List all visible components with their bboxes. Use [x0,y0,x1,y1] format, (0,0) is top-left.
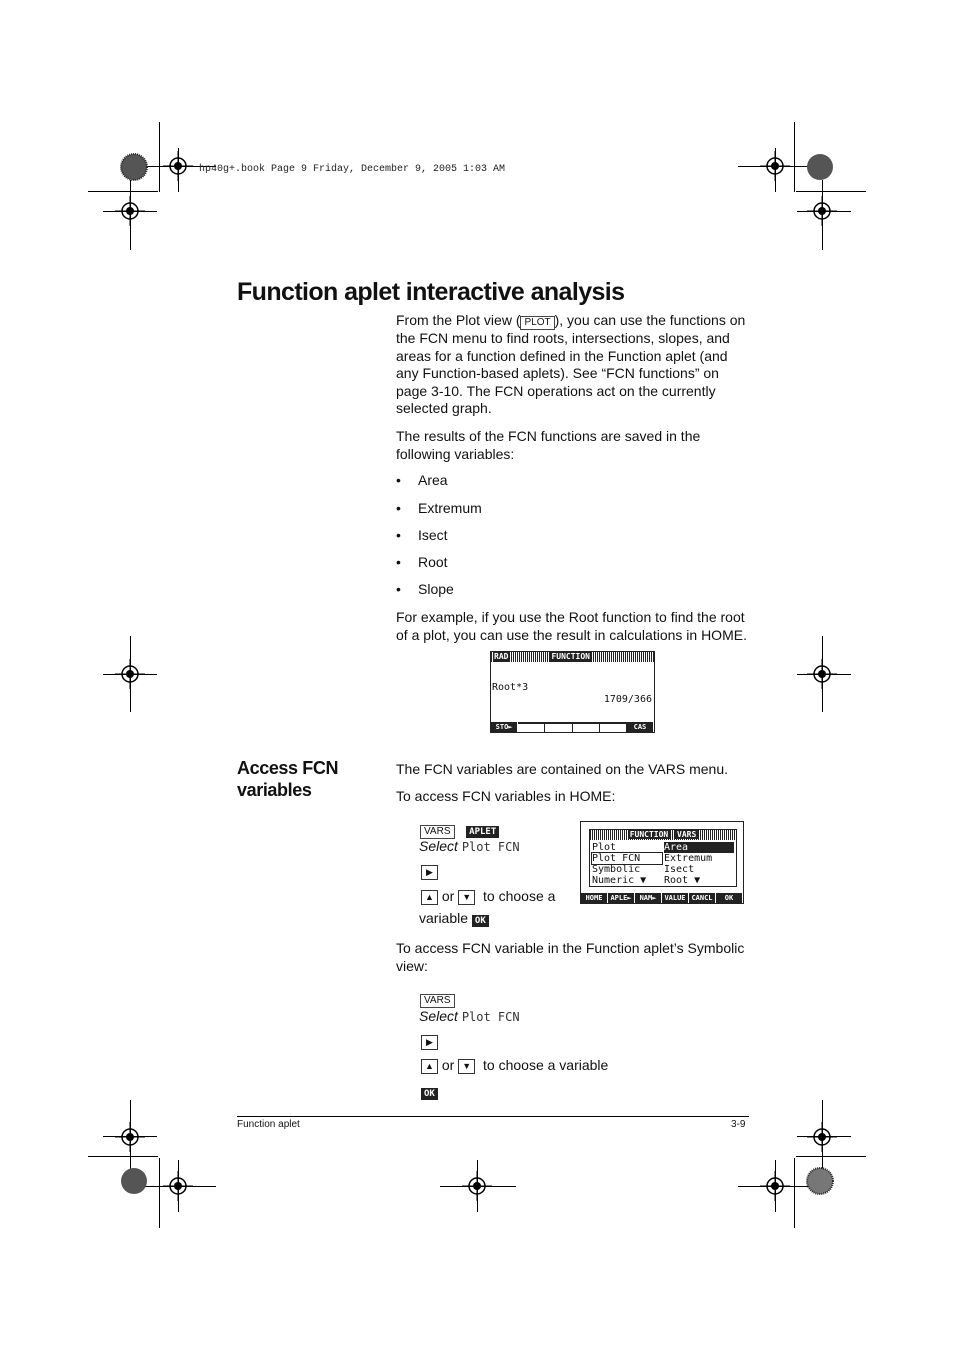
intro-text-part2: ), you can use the functions on the FCN menu to find roots, intersections, slopes, and areas for a function defined in the Function aplet (and any Function-based aplets). See “FCN functions” on page 3-10. The FCN operations act on the currently selected graph. [396,312,746,417]
down-arrow-key-icon: ▼ [458,1059,475,1074]
list-item: Isect [664,864,695,875]
menu-key-blank [573,722,600,732]
screen-line2: 1709/366 [603,694,652,705]
registration-target-icon [115,1122,145,1152]
vars-left-column [592,842,662,886]
right-arrow-key-icon: ▶ [421,1035,438,1050]
vars-right-column [664,842,734,886]
registration-target-icon [163,1171,193,1201]
step-right-arrow [421,864,438,882]
registration-target-icon [807,1122,837,1152]
registration-target-icon [807,196,837,226]
list-item: Numeric ▼ [592,875,647,886]
list-item: Extremum [664,853,713,864]
screen-line1: Root*3 [492,682,529,693]
example-paragraph: For example, if you use the Root function to find the root of a plot, you can use the result in calculations in HOME. [396,609,747,643]
section-paragraph-1: The FCN variables are contained on the VARS menu. [396,761,729,777]
screen-menu [491,722,654,732]
aplet-softkey: APLET [466,826,499,838]
menu-key-cas: CAS [627,722,654,732]
vars-title2: VARS [677,830,697,839]
step-choose: ▲ or ▼ to choose a [421,888,555,905]
screen-mode: RAD [494,652,509,661]
vars-key: VARS [420,825,455,839]
list-item: Area [664,842,734,853]
color-bar-starburst-icon [119,1166,149,1196]
intro-paragraph [396,312,748,418]
registration-target-icon [760,151,790,181]
vars-menu [581,893,743,903]
calculator-screen-vars [580,821,744,904]
vars-title: FUNCTION [629,830,669,839]
page-title: Function aplet interactive analysis [237,278,625,306]
calculator-screen-home [490,651,655,733]
menu-key-blank [545,722,572,732]
menu-key-cancel: CANCL [689,893,716,903]
intro-text-part1: From the Plot view ( [396,312,521,328]
registration-target-icon [462,1171,492,1201]
screen-title: FUNCTION [551,652,590,661]
list-item: Root ▼ [664,875,701,886]
section-paragraph-2: To access FCN variables in HOME: [396,788,616,804]
footer-page-number: 3-9 [731,1119,746,1130]
list-item: • Area [396,472,448,488]
menu-key-sto: STO► [491,722,518,732]
registration-target-icon [807,659,837,689]
step-vars [420,990,455,1008]
color-bar-starburst-icon [119,152,149,182]
list-item: • Root [396,554,448,570]
footer-left: Function aplet [237,1119,300,1130]
menu-key-ok: OK [716,893,743,903]
step-variable-ok: variable OK [419,910,489,927]
color-bar-starburst-icon [805,152,835,182]
list-item: Plot FCN [592,853,662,864]
print-header: hp40g+.book Page 9 Friday, December 9, 2005 1:03 AM [199,164,506,175]
up-arrow-key-icon: ▲ [421,1059,438,1074]
step-select: Select Plot FCN [419,1008,520,1024]
menu-key-blank [518,722,545,732]
list-item: Plot [592,842,617,853]
list-item: • Isect [396,527,448,543]
step-vars-aplet [420,821,499,839]
list-item: Symbolic [592,864,641,875]
down-arrow-key-icon: ▼ [458,890,475,905]
menu-key-value: VALUE [662,893,689,903]
list-item: • Extremum [396,500,482,516]
menu-key-home: HOME [581,893,608,903]
registration-target-icon [115,659,145,689]
results-paragraph: The results of the FCN functions are saved in the following variables: [396,428,701,462]
ok-softkey: OK [421,1088,438,1100]
registration-target-icon [115,196,145,226]
up-arrow-key-icon: ▲ [421,890,438,905]
right-arrow-key-icon: ▶ [421,865,438,880]
menu-key-blank [600,722,627,732]
registration-target-icon [760,1171,790,1201]
step-select: Select Plot FCN [419,838,520,854]
ok-softkey: OK [472,915,489,927]
color-bar-starburst-icon [805,1166,835,1196]
vars-key: VARS [420,994,455,1008]
section-heading: Access FCN variables [237,758,339,800]
registration-target-icon [163,151,193,181]
menu-key-nam: NAM► [635,893,662,903]
list-item: • Slope [396,581,454,597]
menu-key-aplet: APLE► [608,893,635,903]
step-ok [421,1083,438,1101]
plot-key: PLOT [520,316,554,330]
step-right-arrow [421,1034,438,1052]
step-choose: ▲ or ▼ to choose a variable [421,1057,608,1074]
footer-rule [237,1116,749,1117]
section-paragraph-3: To access FCN variable in the Function aplet’s Symbolic view: [396,940,745,974]
